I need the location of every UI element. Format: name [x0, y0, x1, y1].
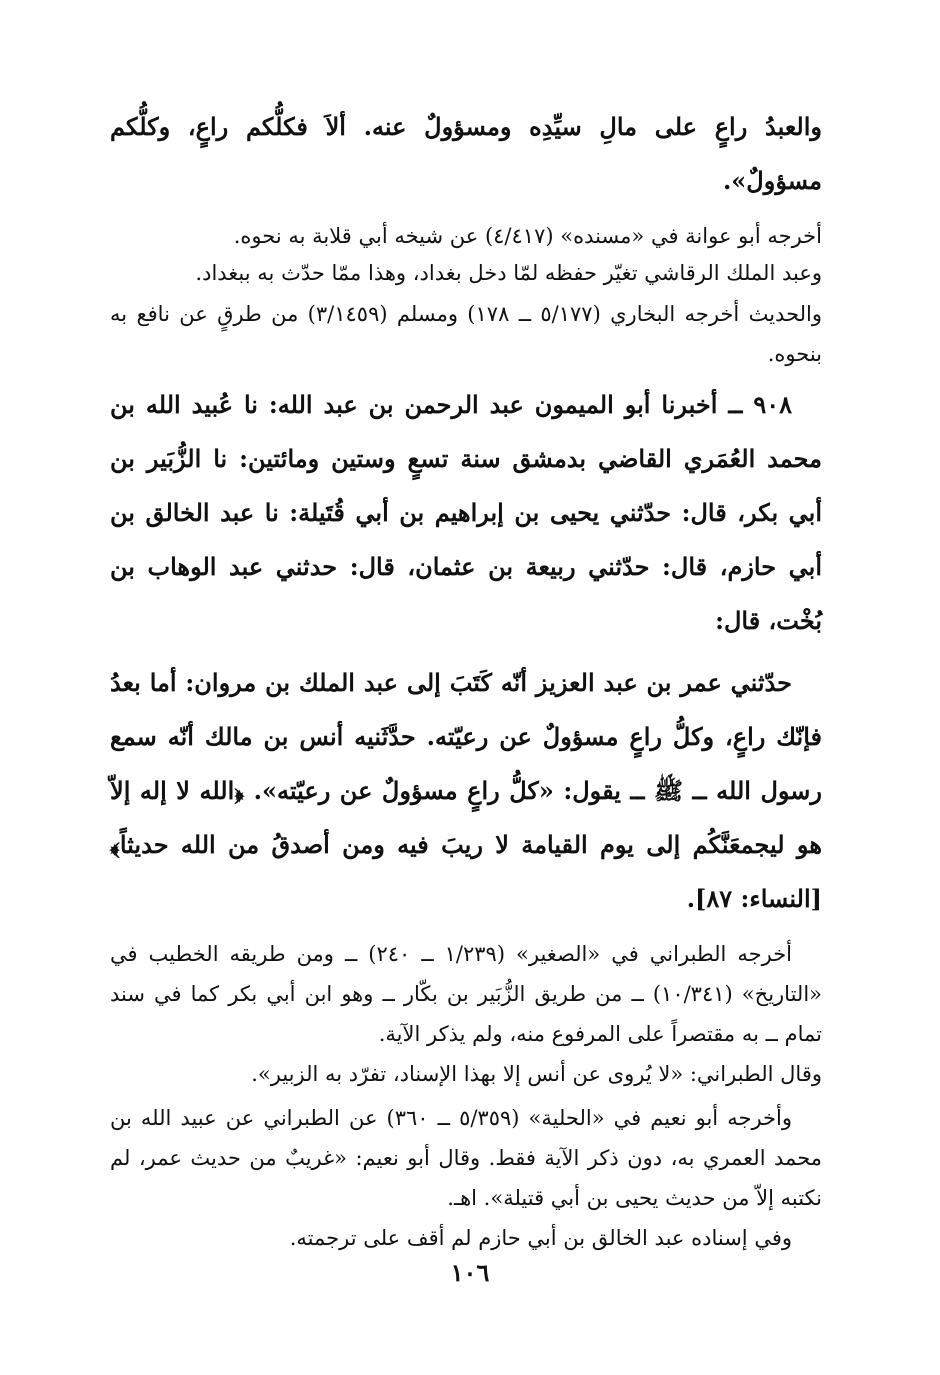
hadith-908-isnad: ٩٠٨ ــ أخبرنا أبو الميمون عبد الرحمن بن عبد الله: نا عُبيد الله بن محمد العُمَري القاضي بدمشق سنة تسعٍ وستين ومائتين: نا الزُّبَير بن أبي بكر، قال: حدّثني يحيى بن إبراهيم بن أبي قُتَيلة: نا عبد الخالق بن أبي حازم، قال: حدّثني ربيعة بن عثمان، قال: حدثني عبد الوهاب بن بُخْت، قال:	[110, 390, 822, 635]
hadith-ending-text: والعبدُ راعٍ على مالِ سيِّدِه ومسؤولٌ عنه. ألاَ فكلُّكم راعٍ، وكلُّكم مسؤولٌ».	[110, 112, 822, 195]
takhrij-abu-nuaym: وأخرجه أبو نعيم في «الحلية» (٥/٣٥٩ ــ ٣٦٠) عن الطبراني عن عبيد الله بن محمد العمري به، دون ذكر الآية فقط. وقال أبو نعيم: «غريبٌ من حديث عمر، لم نكتبه إلاّ من حديث يحيى بن أبي قتيلة». اهـ.	[110, 1106, 822, 1210]
takhrij-abu-awana: أخرجه أبو عوانة في «مسنده» (٤/٤١٧) عن شيخه أبي قلابة به نحوه.	[233, 224, 822, 248]
isnad-note: وفي إسناده عبد الخالق بن أبي حازم لم أقف على ترجمته.	[289, 1226, 792, 1250]
page-body	[110, 100, 822, 1258]
note-raqashi: وعبد الملك الرقاشي تغيّر حفظه لمّا دخل بغداد، وهذا ممّا حدّث به ببغداد.	[195, 261, 822, 285]
page-number: ١٠٦	[450, 1258, 490, 1287]
hadith-908-matn: حدّثني عمر بن عبد العزيز أنّه كَتَبَ إلى عبد الملك بن مروان: أما بعدُ فإنّك راعٍ، وكلُّ راعٍ مسؤولٌ عن رعيّته. حدَّثَنيه أنس بن مالك أنّه سمع رسول الله ــ ﷺ ــ يقول: «كلُّ راعٍ مسؤولٌ عن رعيّته». ﴿الله لا إله إلاّ هو ليجمعَنَّكُم إلى يوم القيامة لا ريبَ فيه ومن أصدقُ من الله حديثاً﴾ [النساء: ٨٧].	[110, 668, 822, 913]
takhrij-bukhari-muslim: والحديث أخرجه البخاري (٥/١٧٧ ــ ١٧٨) ومسلم (٣/١٤٥٩) من طرقٍ عن نافع به بنحوه.	[110, 302, 822, 366]
takhrij-tabarani: أخرجه الطبراني في «الصغير» (١/٢٣٩ ــ ٢٤٠) ــ ومن طريقه الخطيب في «التاريخ» (١٠/٣٤١) ــ من طريق الزُّبَير بن بكّار ــ وهو ابن أبي بكر كما في سند تمام ــ به مقتصراً على المرفوع منه، ولم يذكر الآية.	[110, 942, 822, 1046]
tabarani-quote: وقال الطبراني: «لا يُروى عن أنس إلا بهذا الإسناد، تفرّد به الزبير».	[251, 1062, 822, 1086]
